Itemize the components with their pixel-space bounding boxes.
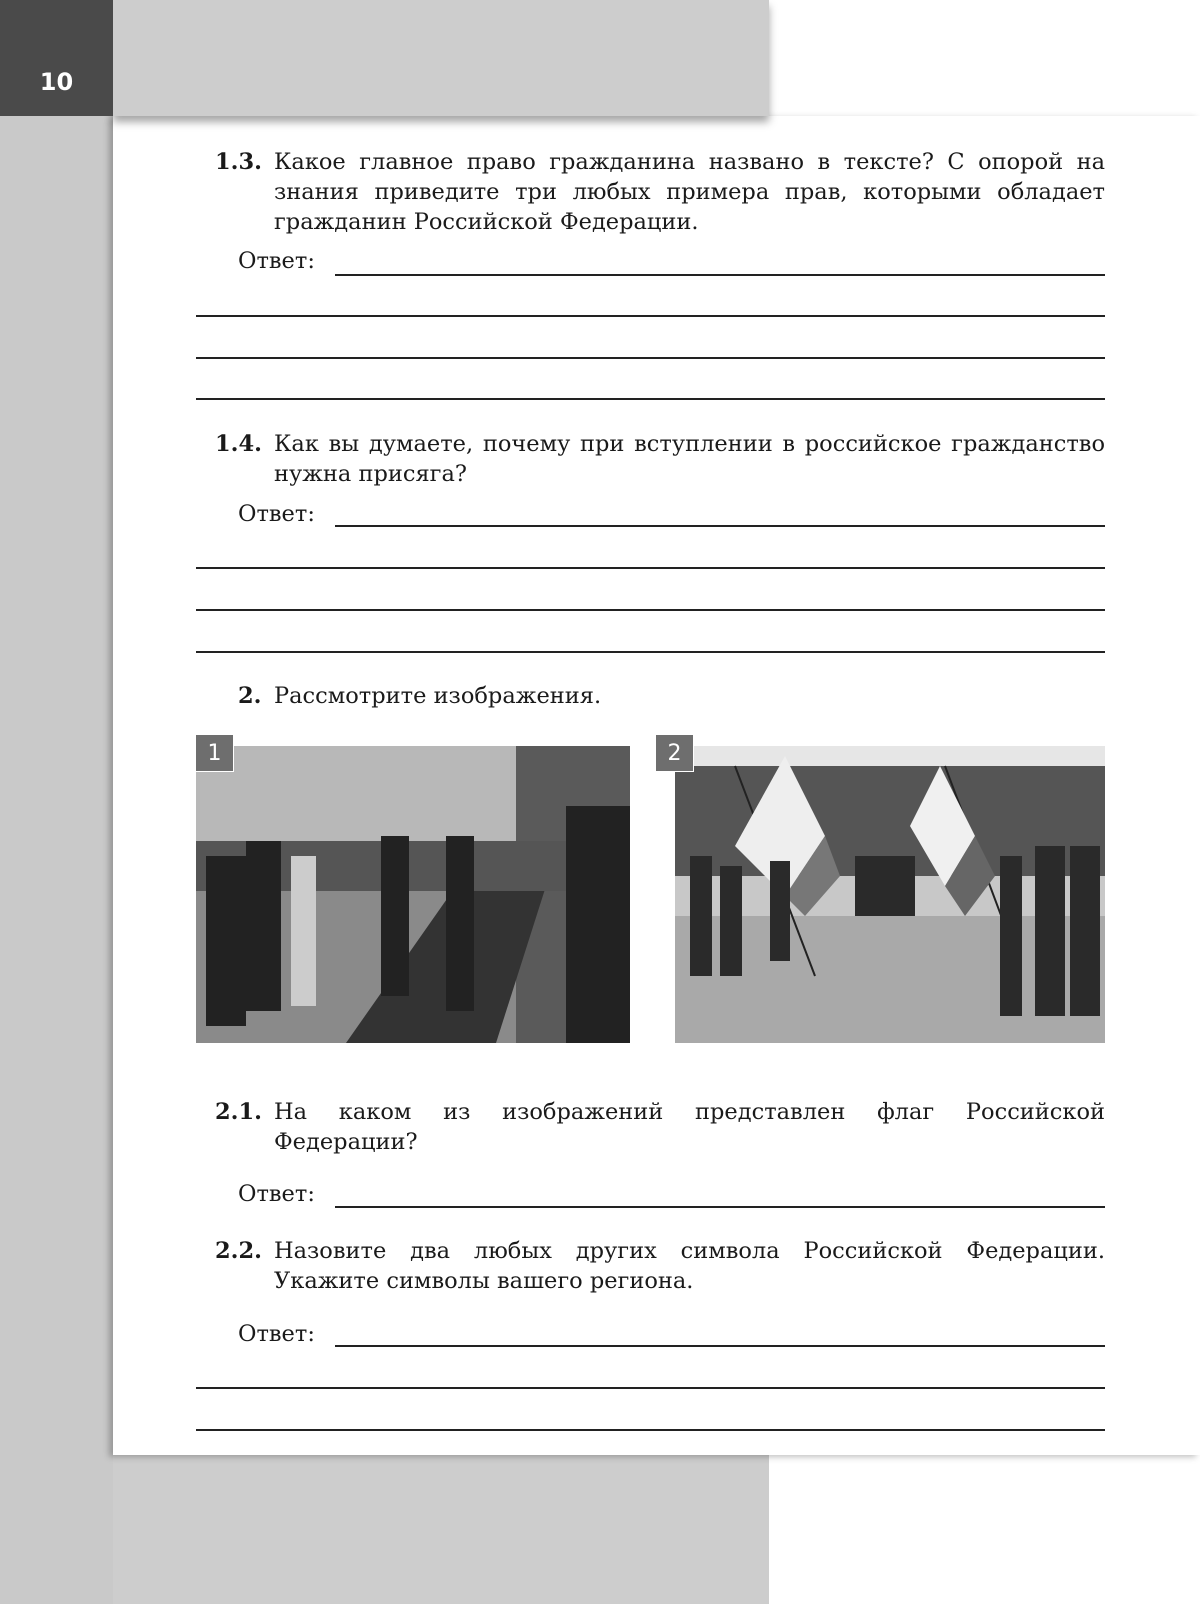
ceremony-illustration bbox=[196, 746, 630, 1043]
answer-line[interactable] bbox=[335, 525, 1105, 527]
question-1-3 bbox=[215, 147, 1105, 237]
question-1-4 bbox=[215, 429, 1105, 489]
question-text: На каком из изображений представлен флаг Российской Федерации? bbox=[274, 1099, 1105, 1155]
answer-line[interactable] bbox=[196, 567, 1105, 569]
answer-line[interactable] bbox=[196, 398, 1105, 400]
answer-line[interactable] bbox=[196, 1429, 1105, 1431]
question-number: 1.3. bbox=[215, 149, 262, 175]
page-number-tab bbox=[0, 0, 113, 116]
answer-line[interactable] bbox=[196, 609, 1105, 611]
question-text: Как вы думаете, почему при вступлении в российское гражданство нужна присяга? bbox=[274, 431, 1105, 487]
question-number: 2.2. bbox=[215, 1238, 262, 1264]
answer-label: Ответ: bbox=[238, 1321, 315, 1347]
photo-flag-march bbox=[675, 746, 1105, 1043]
answer-line[interactable] bbox=[196, 357, 1105, 359]
flag-march-illustration bbox=[675, 746, 1105, 1043]
answer-label: Ответ: bbox=[238, 501, 315, 527]
answer-line[interactable] bbox=[335, 274, 1105, 276]
image-label-1: 1 bbox=[195, 734, 234, 772]
answer-line[interactable] bbox=[335, 1345, 1105, 1347]
photo-ceremony bbox=[196, 746, 630, 1043]
answer-label: Ответ: bbox=[238, 248, 315, 274]
image-label-2: 2 bbox=[655, 734, 694, 772]
answer-label: Ответ: bbox=[238, 1181, 315, 1207]
page-number: 10 bbox=[39, 68, 74, 96]
question-2-2 bbox=[215, 1236, 1105, 1296]
question-text: Назовите два любых других символа Российской Федерации. Укажите символы вашего региона. bbox=[274, 1238, 1105, 1294]
answer-line[interactable] bbox=[335, 1206, 1105, 1208]
question-number: 1.4. bbox=[215, 431, 262, 457]
answer-line[interactable] bbox=[196, 1387, 1105, 1389]
question-number: 2. bbox=[238, 683, 262, 709]
question-2-1 bbox=[215, 1097, 1105, 1157]
left-margin-bar bbox=[0, 116, 113, 1604]
top-gray-block bbox=[113, 0, 769, 116]
question-text: Какое главное право гражданина названо в тексте? С опорой на знания приведите три любых примера прав, которыми обладает гражданин Российской Федерации. bbox=[274, 149, 1105, 235]
bottom-gray-block bbox=[113, 1455, 769, 1604]
answer-line[interactable] bbox=[196, 315, 1105, 317]
answer-line[interactable] bbox=[196, 651, 1105, 653]
task-2 bbox=[238, 681, 1105, 711]
question-number: 2.1. bbox=[215, 1099, 262, 1125]
question-text: Рассмотрите изображения. bbox=[274, 683, 602, 709]
